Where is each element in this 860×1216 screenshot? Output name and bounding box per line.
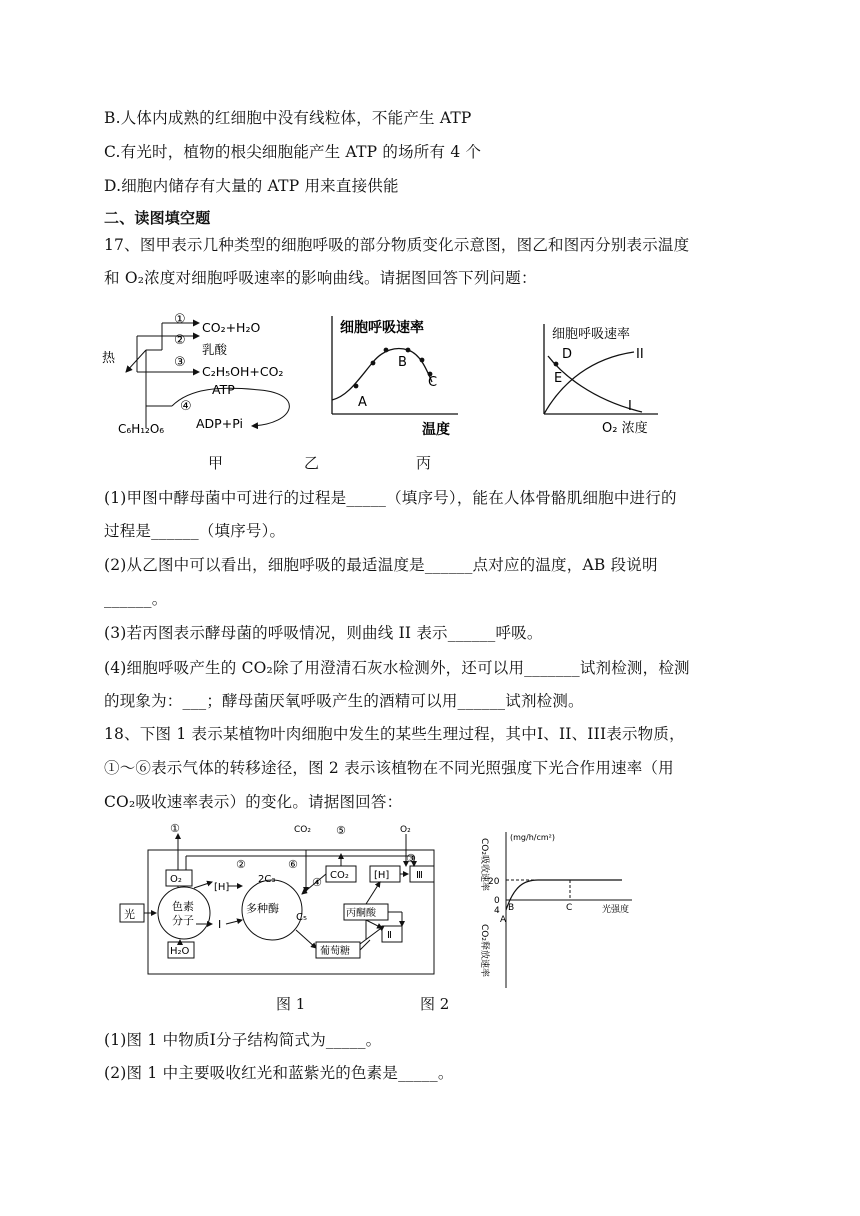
bing-y-label: 细胞呼吸速率 — [552, 327, 631, 342]
caption-yi: 乙 — [304, 454, 320, 472]
section-title: 二、读图填空题 — [104, 209, 211, 227]
h2o-box-label: H₂O — [170, 946, 190, 957]
caption-bing: 丙 — [416, 454, 432, 472]
fig2-x-label: 光强度 — [602, 905, 630, 915]
fig2-point-c: C — [566, 903, 573, 913]
q17-stem-line1: 17、图甲表示几种类型的细胞呼吸的部分物质变化示意图，图乙和图丙分别表示温度 — [104, 236, 690, 254]
fig2-y-down: CO₂释放速率 — [479, 924, 489, 977]
path-6: ⑥ — [288, 858, 298, 871]
q17-stem-line2: 和 O₂浓度对细胞呼吸速率的影响曲线。请据图回答下列问题： — [104, 269, 537, 287]
fig2-tick-0: 0 — [494, 896, 500, 906]
caption-jia: 甲 — [208, 454, 224, 472]
q17-sub4-line1: (4)细胞呼吸产生的 CO₂除了用澄清石灰水检测外，还可以用_______试剂检测，检测 — [104, 659, 690, 677]
figure-2-light-curve — [462, 828, 652, 992]
co2-top-label: CO₂ — [294, 825, 311, 835]
product-co2-h2o: CO₂+H₂O — [202, 320, 261, 335]
substance-ii: Ⅱ — [387, 930, 392, 941]
option-d: D.细胞内储存有大量的 ATP 用来直接供能 — [104, 177, 399, 195]
path-2: ② — [236, 858, 246, 871]
bing-curve-i: I — [628, 399, 632, 414]
q17-sub2-line2: ______。 — [104, 590, 168, 608]
q17-sub1-line2: 过程是______（填序号）。 — [104, 522, 286, 540]
caption-fig2: 图 2 — [420, 995, 450, 1013]
yi-point-a: A — [358, 395, 367, 410]
o2-box-label: O₂ — [170, 874, 182, 885]
co2-box-label: CO₂ — [330, 870, 349, 881]
bing-x-label: O₂ 浓度 — [602, 421, 648, 436]
figure-bing — [532, 318, 672, 438]
q17-sub2-line1: (2)从乙图中可以看出，细胞呼吸的最适温度是______点对应的温度，AB 段说明 — [104, 556, 658, 574]
pigment-label-1: 色素 — [172, 900, 194, 913]
figure-yi — [318, 310, 468, 440]
enzymes-label: 多种酶 — [246, 902, 279, 915]
pigment-label-2: 分子 — [172, 914, 194, 927]
h-label-2: [H] — [374, 870, 390, 881]
circle-4: ④ — [180, 399, 192, 414]
q18-stem-line3: CO₂吸收速率表示）的变化。请据图回答： — [104, 793, 403, 811]
o2-top-label: O₂ — [400, 825, 411, 835]
q17-sub3: (3)若丙图表示酵母菌的呼吸情况，则曲线 II 表示______呼吸。 — [104, 624, 543, 642]
substance-i: I — [218, 918, 222, 931]
fig2-tick-20: 20 — [488, 877, 500, 887]
yi-point-c: C — [428, 375, 438, 390]
q18-sub2: (2)图 1 中主要吸收红光和蓝紫光的色素是_____。 — [104, 1064, 454, 1082]
glucose-box-label: 葡萄糖 — [320, 946, 350, 957]
bing-curve-ii: II — [636, 347, 644, 362]
yi-x-label: 温度 — [422, 422, 450, 438]
fig2-point-a: A — [500, 915, 507, 925]
yi-y-label: 细胞呼吸速率 — [340, 320, 424, 336]
pyruvate-label: 丙酮酸 — [346, 908, 376, 919]
heat-label: 热 — [102, 351, 116, 366]
q18-stem-line1: 18、下图 1 表示某植物叶肉细胞中发生的某些生理过程，其中I、II、III表示物质， — [104, 725, 685, 743]
bing-point-e: E — [554, 371, 563, 386]
caption-fig1: 图 1 — [276, 995, 306, 1013]
path-1: ① — [170, 822, 180, 835]
fig2-point-b: B — [508, 903, 515, 913]
q18-stem-line2: ①～⑥表示气体的转移途径，图 2 表示该植物在不同光照强度下光合作用速率（用 — [104, 759, 674, 777]
q18-sub1: (1)图 1 中物质I分子结构简式为_____。 — [104, 1031, 382, 1049]
glucose-label: C₆H₁₂O₆ — [118, 422, 165, 436]
yi-point-b: B — [398, 355, 407, 370]
option-c: C.有光时，植物的根尖细胞能产生 ATP 的场所有 4 个 — [104, 143, 482, 161]
bing-point-d: D — [562, 347, 573, 362]
circle-3: ③ — [174, 355, 186, 370]
h-label-1: [H] — [214, 882, 230, 893]
fig2-tick-4: 4 — [494, 906, 500, 916]
c5-label: C₅ — [296, 912, 307, 923]
fig2-y-up: CO₂吸收速率 — [479, 838, 489, 891]
figure-1-chloroplast — [116, 820, 456, 980]
path-4: ④ — [312, 876, 322, 889]
product-lactic-acid: 乳酸 — [202, 342, 228, 357]
substance-iii: Ⅲ — [416, 870, 423, 881]
atp-label: ATP — [212, 382, 235, 397]
q17-sub4-line2: 的现象为：___；酵母菌厌氧呼吸产生的酒精可以用______试剂检测。 — [104, 692, 584, 710]
path-3: ③ — [406, 852, 416, 865]
circle-2: ② — [174, 333, 186, 348]
c3-label: 2C₃ — [258, 874, 276, 885]
figure-jia — [100, 306, 310, 441]
circle-1: ① — [174, 312, 186, 327]
product-ethanol: C₂H₅OH+CO₂ — [202, 364, 284, 379]
option-b: B.人体内成熟的红细胞中没有线粒体，不能产生 ATP — [104, 109, 472, 127]
q17-sub1-line1: (1)甲图中酵母菌中可进行的过程是_____（填序号），能在人体骨骼肌细胞中进行的 — [104, 489, 677, 507]
light-label: 光 — [124, 908, 135, 921]
adp-label: ADP+Pi — [196, 416, 243, 431]
fig2-unit: (mg/h/cm²) — [510, 833, 555, 842]
path-5: ⑤ — [336, 824, 346, 837]
